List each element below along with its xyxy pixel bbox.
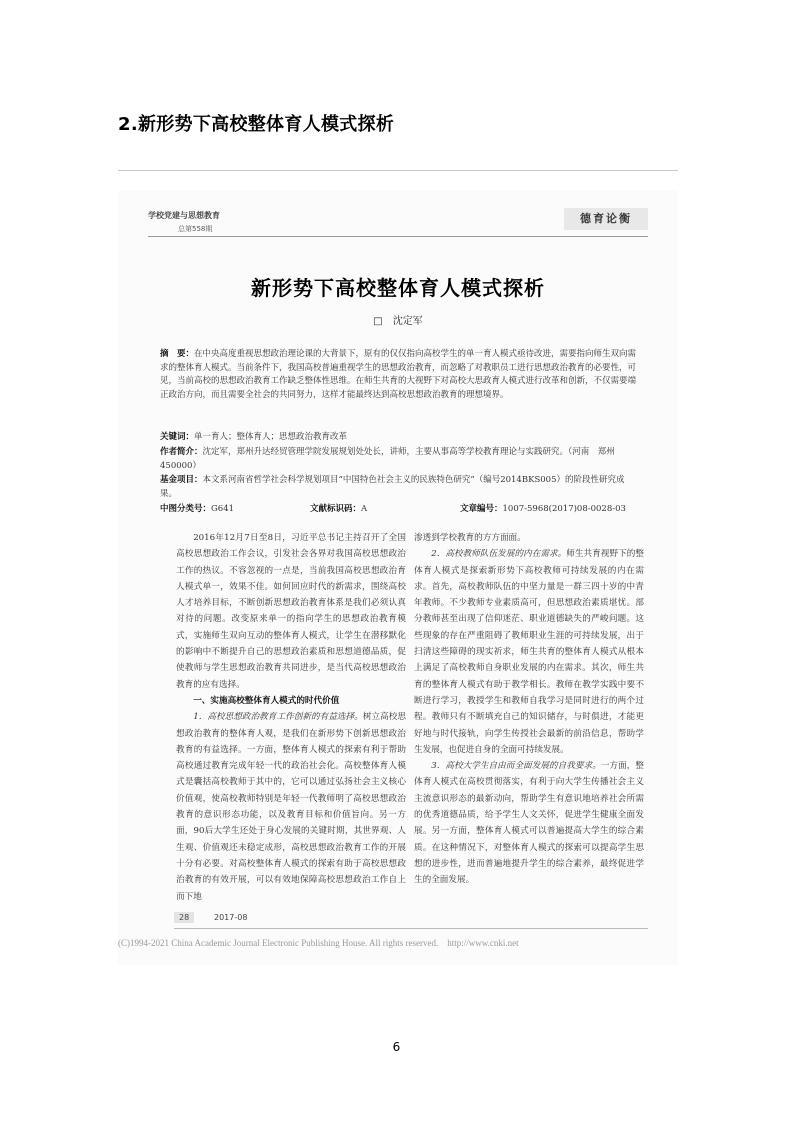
column-badge: 德育论衡 bbox=[564, 208, 648, 230]
author-info-label: 作者简介： bbox=[160, 447, 203, 457]
keywords-label: 关键词： bbox=[160, 432, 195, 442]
scanned-article-page bbox=[118, 190, 678, 965]
body-paragraph: 2016年12月7日至8日，习近平总书记主持召开了全国高校思想政治工作会议，引发社会各界对我国高校思想政治工作的热议。不容忽视的一点是，当前我国高校思想政治育人模式单一，效果不佳。如何回应时代的新需求，围绕高校人才培养目标，不断创新思想政治教育体系是我们必须认真对待的问题。改变原来单一的指向学生的思想政治教育模式，实施师生双向互动的整体育人模式，让学生在潜移默化的影响中不断提升自己的思想政治素质和思想道德品质，促使教师与学生思想政治教育共同进步，是当代高校思想政治教育的应有选择。 bbox=[176, 533, 406, 690]
body-column-right bbox=[414, 530, 644, 889]
copyright-notice: (C)1994-2021 China Academic Journal Electronic Publishing House. All rights reserved. http://www.cnki.net bbox=[118, 938, 519, 948]
abstract bbox=[160, 348, 640, 402]
body-paragraph bbox=[414, 758, 644, 888]
abstract-label: 摘 要： bbox=[160, 349, 195, 359]
paragraph-text: 树立高校思想政治教育的整体育人观，是我们在新形势下创新思想政治教育的有益选择。一方面，整体育人模式的探索有利于帮助高校通过教育完成年轻一代的政治社会化。高校整体育人模式是囊括高校教师于其中的，它可以通过弘扬社会主义核心价值观，使高校教师特别是年轻一代教师明了高校思想政治教育的意识形态功能，以及教育目标和价值旨向。另一方面，90后大学生还处于身心发展的关键时期，其世界观、人生观、价值观还未稳定成形，高校思想政治教育工作的开展十分有必要。对高校整体育人模式的探索有助于高校思想政治教育的有效开展，可以有效地保障高校思想政治工作自上而下地 bbox=[176, 712, 406, 902]
section-heading: 2.新形势下高校整体育人模式探析 bbox=[118, 114, 395, 135]
body-paragraph bbox=[414, 546, 644, 758]
keywords bbox=[160, 431, 640, 445]
header-rule bbox=[148, 236, 648, 237]
paragraph-lead: 3．高校大学生自由而全面发展的自我要求。 bbox=[431, 761, 601, 772]
keywords-text: 单一育人；整体育人；思想政治教育改革 bbox=[194, 432, 348, 442]
fund-text: 本文系河南省哲学社会科学规划项目“中国特色社会主义的民族特色研究”（编号2014BKS005）的阶段性研究成果。 bbox=[160, 475, 625, 499]
section-title: 一、实施高校整体育人模式的时代价值 bbox=[193, 695, 340, 706]
journal-page-number: 28 bbox=[174, 912, 194, 923]
paragraph-text: 师生共育视野下的整体育人模式是探索新形势下高校教师可持续发展的内在需求。首先，高校教师队伍的中坚力量是一群三四十岁的中青年教师。不少教师专业素质高可，但思想政治素质堪忧。部分教师甚至出现了信仰迷茫、职业道德缺失的严峻问题。这些现象的存在严重阻碍了教师职业生涯的可持续发展，出于扫清这些障碍的现实祈求，师生共育的整体育人模式从根本上满足了高校教师自身职业发展的内在需求。其次，师生共育的整体育人模式有助于教学相长。教师在教学实践中要不断进行学习，教授学生和教师自我学习是同时进行的两个过程。教师只有不断填充自己的知识储存，与时俱进，才能更好地与时代接轨，向学生传授社会最新的前沿信息，帮助学生发展，也促进自身的全面可持续发展。 bbox=[414, 549, 644, 755]
abstract-text: 在中央高度重视思想政治理论课的大背景下，原有的仅仅指向高校学生的单一育人模式亟待改进，需要指向师生双向需求的整体育人模式。当前条件下，我国高校普遍重视学生的思想政治教育，而忽略了对教职员工进行思想政治教育的必要性，可见，当前高校的思想政治教育工作缺乏整体性思维。在师生共育的大视野下对高校大思政育人模式进行改革和创新，不仅需要端正政治方向，而且需要全社会的共同努力，这样才能最终达到高校思想政治教育的理想境界。 bbox=[160, 349, 637, 400]
paragraph-lead: 2．高校教师队伍发展的内在需求。 bbox=[431, 549, 567, 560]
fund-info bbox=[160, 474, 640, 501]
article-author: □ 沈定军 bbox=[373, 316, 423, 327]
body-paragraph: 渗透到学校教育的方方面面。 bbox=[414, 533, 526, 543]
body-paragraph bbox=[176, 709, 406, 905]
doc-code: 文献标识码：A bbox=[310, 504, 368, 514]
author-info-text: 沈定军，郑州升达经贸管理学院发展规划处处长，讲师，主要从事高等学校教育理论与实践研究。（河南 郑州 450000） bbox=[160, 447, 624, 471]
paragraph-lead: 1．高校思想政治教育工作创新的有益选择。 bbox=[193, 712, 363, 723]
author-info bbox=[160, 446, 640, 473]
journal-issue: 总第558期 bbox=[178, 225, 213, 233]
paragraph-text: 一方面，整体育人模式在高校贯彻落实，有利于向大学生传播社会主义主流意识形态的最新动向，帮助学生有意识地培养社会所需的优秀道德品质，给予学生人文关怀，促进学生健康全面发展。另一方面，整体育人模式可以普遍提高大学生的综合素质。在这种情况下，对整体育人模式的探索可以提高学生思想的进步性，进而普遍地提升学生的综合素养，最终促进学生的全面发展。 bbox=[414, 761, 644, 886]
article-title: 新形势下高校整体育人模式探析 bbox=[251, 276, 545, 300]
body-column-left bbox=[176, 530, 406, 905]
article-number: 文章编号：1007-5968(2017)08-0028-03 bbox=[460, 504, 626, 514]
divider bbox=[118, 170, 678, 171]
journal-date: 2017-08 bbox=[214, 913, 248, 922]
journal-name: 学校党建与思想教育 bbox=[148, 211, 220, 220]
footer-rule bbox=[174, 928, 648, 929]
clc-code: 中图分类号：G641 bbox=[160, 504, 235, 514]
document-page-number: 6 bbox=[392, 1040, 401, 1054]
fund-label: 基金项目： bbox=[160, 475, 203, 485]
